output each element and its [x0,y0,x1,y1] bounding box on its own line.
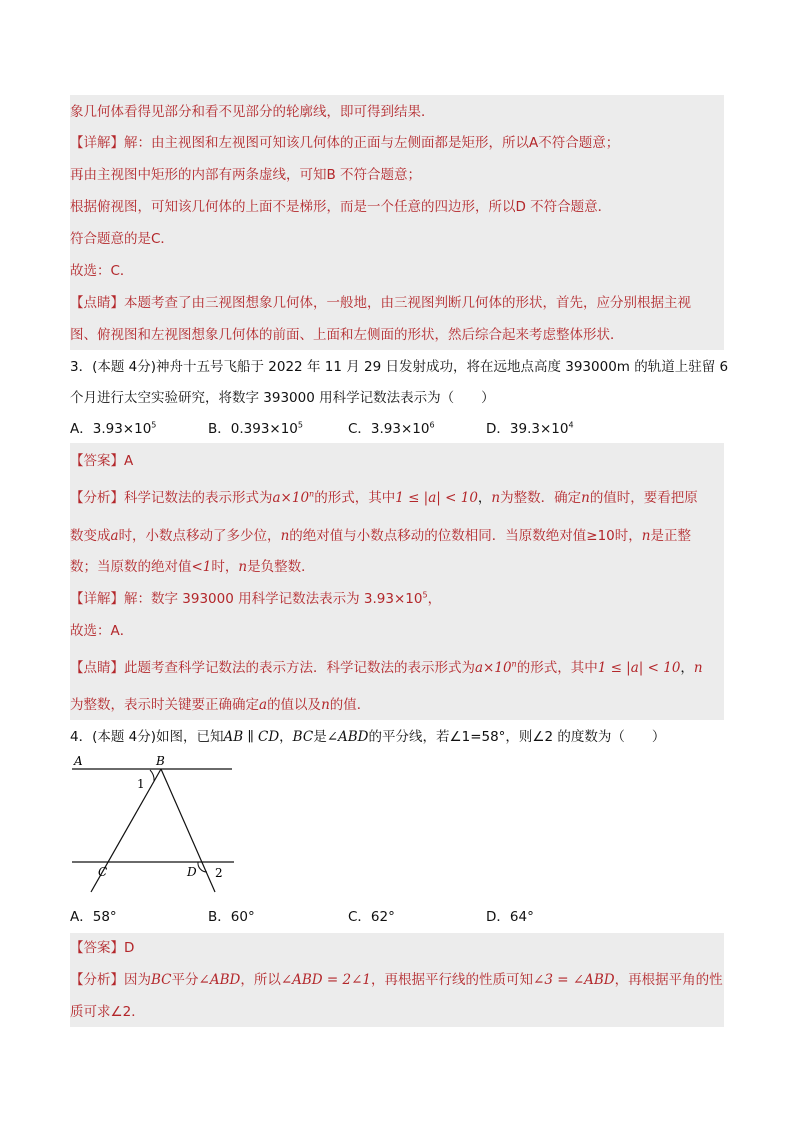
q4-option-b: B．60° [208,909,255,925]
q3-option-a: A．$3.93\times 10^5$ [70,420,157,437]
prev-analysis-tail: 象几何体看得见部分和看不见部分的轮廓线，即可得到结果． [70,104,435,120]
label-d: D [187,865,197,879]
label-1: 1 [137,777,145,791]
label-a: A [74,754,83,768]
q3-detail-1: 【详解】解：数字 393000 用科学记数法表示为 $3.93\times 10^5$， [70,590,442,607]
q3-analysis-2: 数变成a时，小数点移动了多少位，n的绝对值与小数点移动的位数相同．当原数绝对值≥10时，n是正整 [70,528,691,544]
prev-detail-2: 再由主视图中矩形的内部有两条虚线，可知B 不符合题意； [70,167,422,183]
angle-1-arc [150,770,154,781]
solution-block-q3 [70,443,724,720]
prev-detail-4: 符合题意的是C． [70,231,174,247]
label-c: C [98,865,108,879]
q3-stem-1: 3．(本题 4分)神舟十五号飞船于 2022 年 11 月 29 日发射成功，将在远地点高度 393000m 的轨道上驻留 6 [70,359,729,375]
q4-option-a: A．58° [70,909,117,925]
prev-comment-2: 图、俯视图和左视图想象几何体的前面、上面和左侧面的形状，然后综合起来考虑整体形状． [70,327,624,343]
label-b: B [156,754,165,768]
q3-stem-2: 个月进行太空实验研究，将数字 393000 用科学记数法表示为（ ） [70,390,495,406]
q3-option-c: C．$3.93\times 10^6$ [348,420,435,437]
q3-detail-2: 故选：A． [70,623,134,639]
q3-analysis-3: 数；当原数的绝对值<1时，n是负整数． [70,559,315,575]
q4-answer: 【答案】D [70,940,135,956]
q3-analysis-1: 【分析】科学记数法的表示形式为$a\times 10^n$的形式，其中1 ≤ |a| < 10，n为整数．确定n的值时，要看把原 [70,489,698,506]
label-2: 2 [215,866,223,880]
q3-option-b: B．$0.393\times 10^5$ [208,420,303,437]
q3-comment-1: 【点睛】此题考查科学记数法的表示方法．科学记数法的表示形式为$a\times 10^n$的形式，其中1 ≤ |a| < 10，n [70,659,703,676]
prev-detail-3: 根据俯视图，可知该几何体的上面不是梯形，而是一个任意的四边形，所以D 不符合题意． [70,199,612,215]
prev-detail-5: 故选：C． [70,263,134,279]
prev-detail-1: 【详解】解：由主视图和左视图可知该几何体的正面与左侧面都是矩形，所以A不符合题意； [70,135,620,151]
q3-comment-2: 为整数，表示时关键要正确确定a的值以及n的值． [70,697,371,713]
q4-analysis-2: 质可求∠2． [70,1004,145,1020]
q4-stem: 4．(本题 4分)如图，已知AB ∥ CD，BC是∠ABD的平分线，若∠1=58°，则∠2 的度数为（ ） [70,729,666,745]
q3-option-d: D．$39.3\times 10^4$ [486,420,574,437]
q3-answer: 【答案】A [70,453,134,469]
q4-option-d: D．64° [486,909,534,925]
prev-comment-1: 【点睛】本题考查了由三视图想象几何体，一般地，由三视图判断几何体的形状，首先，应分别根据主视 [70,295,691,311]
q4-geometry-figure [70,754,240,902]
q4-option-c: C．62° [348,909,395,925]
q4-analysis-1: 【分析】因为BC平分∠ABD，所以∠ABD = 2∠1，再根据平行线的性质可知∠3 = ∠ABD，再根据平角的性 [70,972,723,988]
